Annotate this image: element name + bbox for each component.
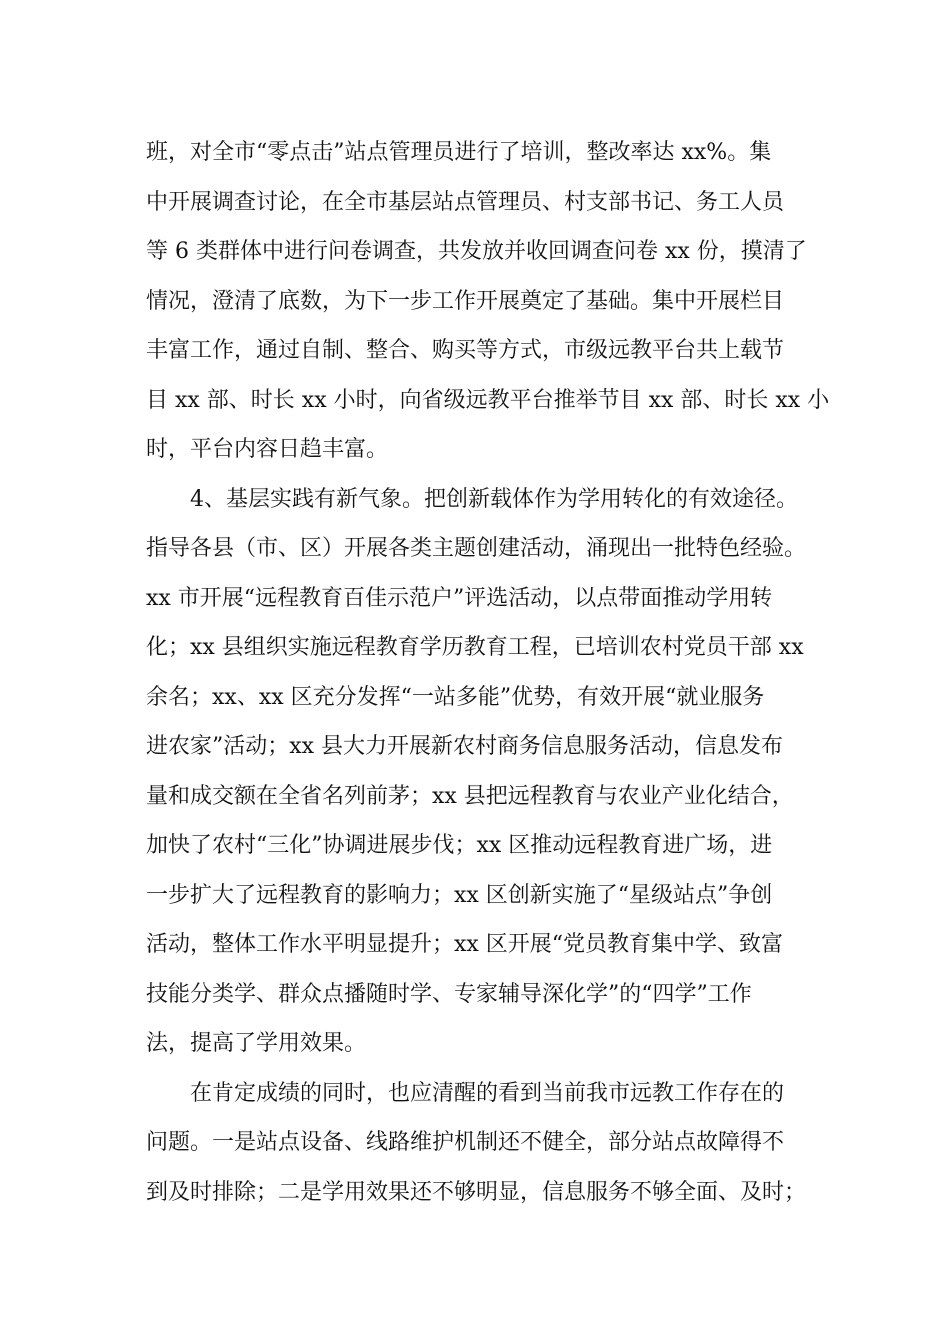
text-line: 到及时排除；二是学用效果还不够明显，信息服务不够全面、及时； [146, 1179, 807, 1205]
text-line: 丰富工作，通过自制、整合、购买等方式，市级远教平台共上载节 [146, 338, 785, 363]
text-line: 4、基层实践有新气象。把创新载体作为学用转化的有效途径。 [146, 486, 798, 512]
text-line: 加快了农村“三化”协调进展步伐；xx 区推动远程教育进广场，进 [146, 833, 773, 858]
text-line: 情况，澄清了底数，为下一步工作开展奠定了基础。集中开展栏目 [146, 288, 785, 314]
text-line: 一步扩大了远程教育的影响力；xx 区创新实施了“星级站点”争创 [146, 882, 773, 908]
text-line: 时，平台内容日趋丰富。 [146, 437, 389, 462]
text-line: 指导各县（市、区）开展各类主题创建活动，涌现出一批特色经验。 [146, 536, 807, 561]
text-line: 目 xx 部、时长 xx 小时，向省级远教平台推举节目 xx 部、时长 xx 小 [146, 387, 830, 413]
body-text [146, 128, 830, 1217]
text-line: 技能分类学、群众点播随时学、专家辅导深化学”的“四学”工作 [146, 981, 752, 1007]
text-line: 等 6 类群体中进行问卷调查，共发放并收回调查问卷 xx 份，摸清了 [146, 239, 807, 264]
text-line: 量和成交额在全省名列前茅；xx 县把远程教育与农业产业化结合， [146, 783, 794, 809]
text-line: 活动，整体工作水平明显提升；xx 区开展“党员教育集中学、致富 [146, 932, 784, 957]
text-line: 法，提高了学用效果。 [146, 1031, 367, 1056]
text-line: 中开展调查讨论，在全市基层站点管理员、村支部书记、务工人员 [146, 189, 785, 215]
text-line: 在肯定成绩的同时，也应清醒的看到当前我市远教工作存在的 [146, 1080, 785, 1106]
text-line: 化；xx 县组织实施远程教育学历教育工程，已培训农村党员干部 xx [146, 635, 804, 660]
text-line: 问题。一是站点设备、线路维护机制还不健全，部分站点故障得不 [146, 1130, 785, 1155]
text-line: 进农家”活动；xx 县大力开展新农村商务信息服务活动，信息发布 [146, 734, 784, 759]
text-line: 班，对全市“零点击”站点管理员进行了培训，整改率达 xx%。集 [146, 140, 772, 165]
text-line: xx 市开展“远程教育百佳示范户”评选活动，以点带面推动学用转 [146, 585, 773, 611]
text-line: 余名；xx、xx 区充分发挥“一站多能”优势，有效开展“就业服务 [146, 684, 765, 710]
